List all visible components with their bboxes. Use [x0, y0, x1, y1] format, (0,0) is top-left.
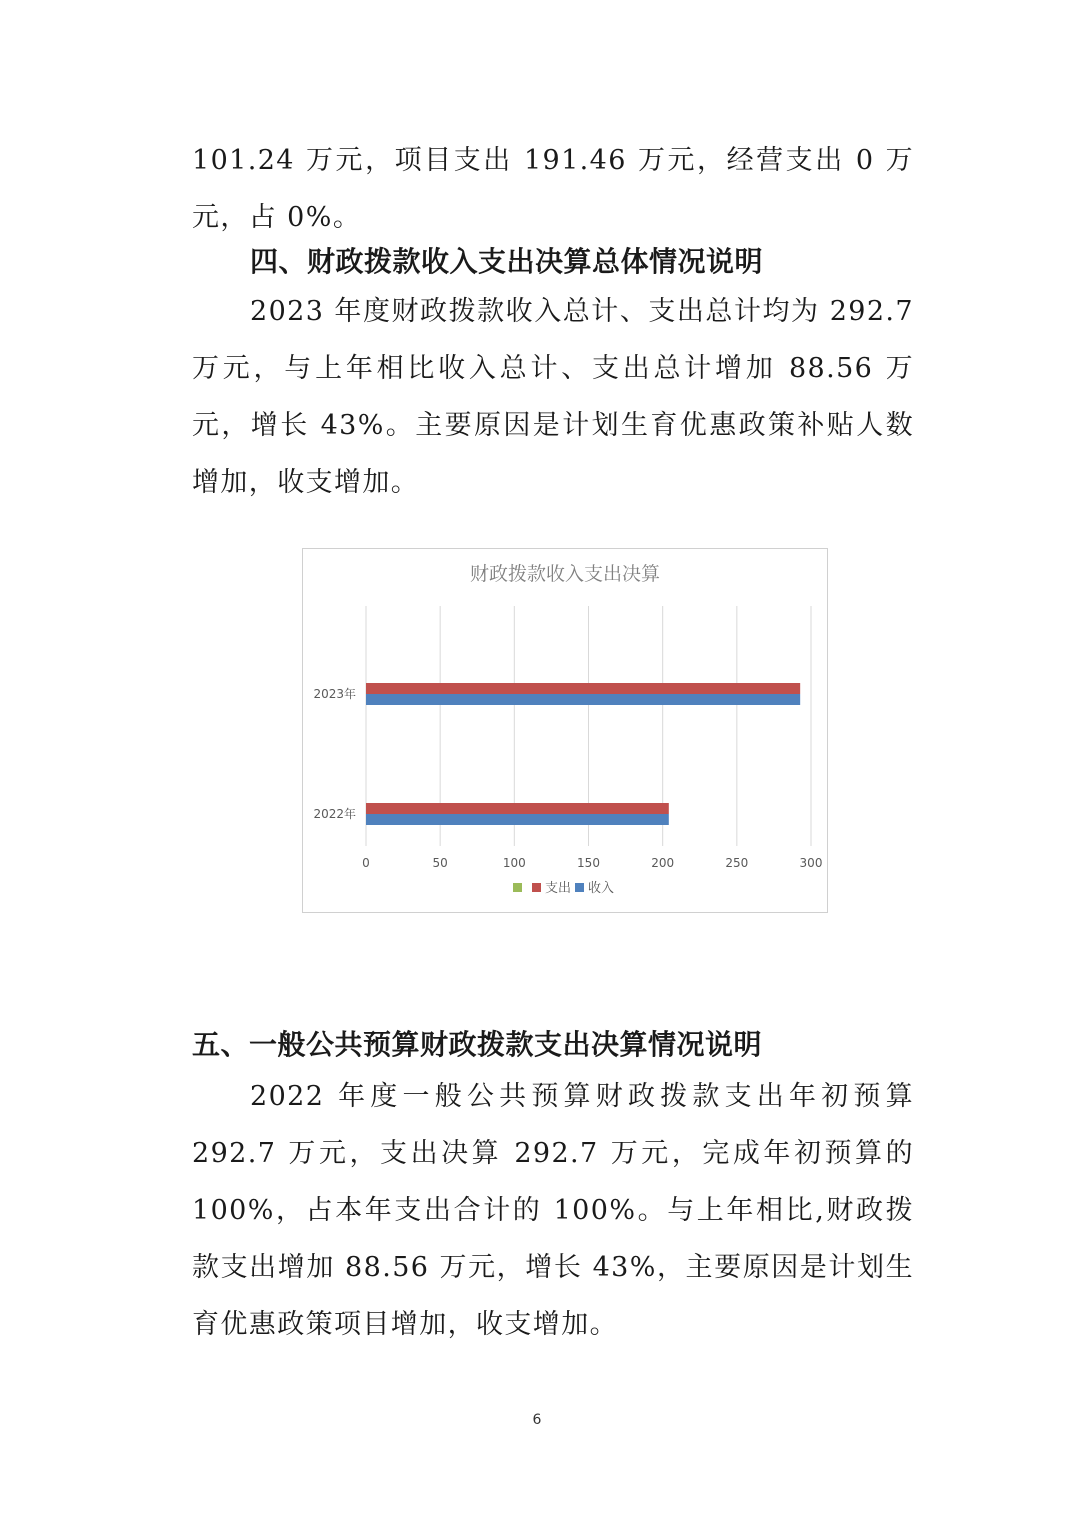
section-heading-5: 五、一般公共预算财政拨款支出决算情况说明 — [192, 1028, 763, 1061]
legend-swatch-2 — [575, 883, 584, 892]
bar-expenditure-2023年 — [366, 683, 800, 694]
legend-label-2: 收入 — [588, 881, 615, 896]
paragraph-section-4: 2023 年度财政拨款收入总计、支出总计均为 292.7 万元，与上年相比收入总计、支出总计增加 88.56 万元，增长 43%。主要原因是计划生育优惠政策补贴人数增加，收支增加。 — [192, 296, 914, 498]
bar-income-2023年 — [366, 694, 800, 705]
x-tick-label-50: 50 — [432, 856, 448, 870]
x-tick-label-150: 150 — [577, 856, 600, 870]
section-heading-4: 四、财政拨款收入支出决算总体情况说明 — [250, 245, 764, 278]
page-number: 6 — [532, 1412, 542, 1428]
y-category-label-2022年: 2022年 — [313, 807, 356, 821]
x-tick-label-200: 200 — [651, 856, 675, 870]
fiscal-appropriation-chart — [302, 548, 828, 913]
x-tick-label-100: 100 — [502, 856, 526, 870]
y-category-label-2023年: 2023年 — [313, 687, 356, 701]
x-tick-label-300: 300 — [799, 856, 823, 870]
bar-income-2022年 — [366, 814, 669, 825]
chart-svg — [303, 549, 827, 912]
paragraph-section-5: 2022 年度一般公共预算财政拨款支出年初预算 292.7 万元，支出决算 292.7 万元，完成年初预算的 100%，占本年支出合计的 100%。与上年相比,财政拨款支出增加 88.56 万元，增长 43%，主要原因是计划生育优惠政策项目增加，收支增加。 — [192, 1081, 914, 1340]
legend-swatch-0 — [513, 883, 522, 892]
x-tick-label-0: 0 — [362, 856, 370, 870]
x-tick-label-250: 250 — [725, 856, 749, 870]
paragraph-continuation: 101.24 万元，项目支出 191.46 万元，经营支出 0 万元，占 0%。 — [192, 145, 914, 233]
bar-expenditure-2022年 — [366, 803, 669, 814]
chart-title: 财政拨款收入支出决算 — [469, 563, 661, 585]
legend-label-1: 支出 — [545, 881, 572, 896]
legend-swatch-1 — [532, 883, 541, 892]
